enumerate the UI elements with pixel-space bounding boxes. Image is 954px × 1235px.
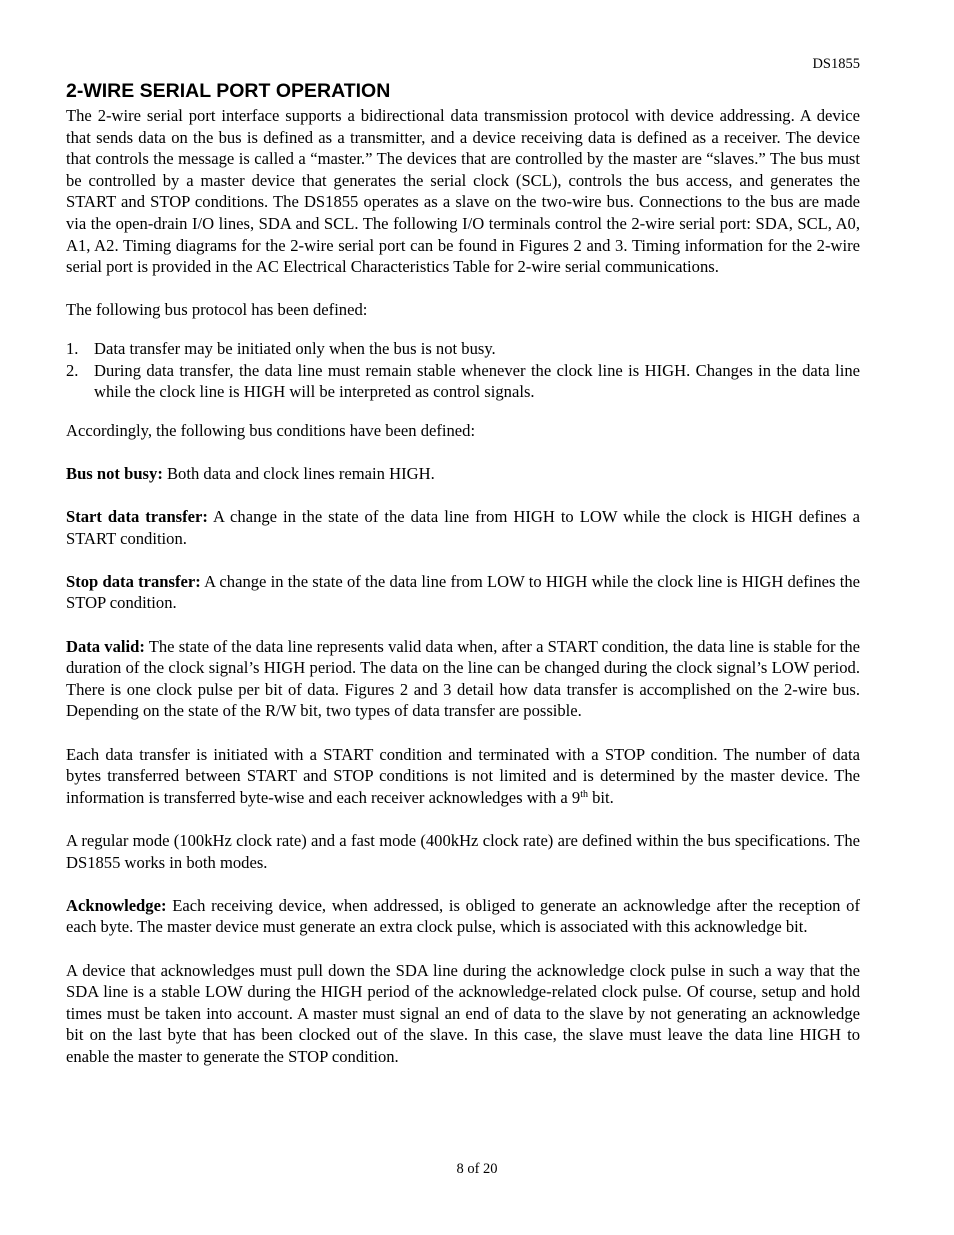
acknowledge-label: Acknowledge: — [66, 895, 167, 915]
page-number: 8 of 20 — [456, 1161, 498, 1177]
document-id: DS1855 — [812, 56, 860, 72]
document-body — [66, 105, 860, 1068]
each-transfer-paragraph — [66, 744, 860, 809]
list-item-number: 2. — [66, 360, 79, 380]
each-transfer-text: Each data transfer is initiated with a START condition and terminated with a STOP condition. The number of data bytes transferred between START and STOP conditions is not limited and is determined by the master device. The information is transferred byte-wise and each receiver acknowledges with a 9 — [66, 744, 860, 807]
intro-paragraph: The 2-wire serial port interface supports a bidirectional data transmission protocol with device addressing. A device that sends data on the bus is defined as a transmitter, and a device receiving data is defined as a receiver. The device that controls the message is called a “master.” The devices that are controlled by the master are “slaves.” The bus must be controlled by a master device that generates the serial clock (SCL), controls the bus access, and generates the START and STOP conditions. The DS1855 operates as a slave on the two-wire bus. Connections to the bus are made via the open-drain I/O lines, SDA and SCL. The following I/O terminals control the 2-wire serial port: SDA, SCL, A0, A1, A2. Timing diagrams for the 2-wire serial port can be found in Figures 2 and 3. Timing information for the 2-wire serial port is provided in the AC Electrical Characteristics Table for 2-wire serial communications. — [66, 106, 860, 277]
bus-not-busy-paragraph — [66, 463, 860, 485]
bus-not-busy-label: Bus not busy: — [66, 463, 163, 483]
acknowledge-paragraph — [66, 895, 860, 938]
list-item — [66, 338, 860, 360]
start-transfer-label: Start data transfer: — [66, 507, 208, 527]
protocol-list — [66, 338, 860, 403]
section-title: 2-WIRE SERIAL PORT OPERATION — [66, 80, 391, 102]
each-transfer-end: bit. — [587, 787, 614, 807]
conditions-intro-paragraph: Accordingly, the following bus conditions have been defined: — [66, 420, 476, 440]
stop-transfer-label: Stop data transfer: — [66, 571, 201, 591]
modes-paragraph: A regular mode (100kHz clock rate) and a fast mode (400kHz clock rate) are defined within the bus specifications. The DS1855 works in both modes. — [66, 831, 860, 872]
list-item — [66, 360, 860, 403]
start-transfer-text: A change in the state of the data line from HIGH to LOW while the clock is HIGH defines a START condition. — [66, 507, 860, 548]
acknowledge-device-paragraph: A device that acknowledges must pull down the SDA line during the acknowledge clock pulse in such a way that the SDA line is a stable LOW during the HIGH period of the acknowledge-related clock pulse. Of course, setup and hold times must be taken into account. A master must signal an end of data to the slave by not generating an acknowledge bit on the last byte that has been clocked out of the slave. In this case, the slave must leave the data line HIGH to enable the master to generate the STOP condition. — [66, 960, 860, 1066]
data-valid-text: The state of the data line represents valid data when, after a START condition, the data line is stable for the duration of the clock signal’s HIGH period. The data on the line can be changed during the clock signal’s LOW period. There is one clock pulse per bit of data. Figures 2 and 3 detail how data transfer is accomplished on the 2-wire bus. Depending on the state of the R/W bit, two types of data transfer are possible. — [66, 636, 860, 721]
protocol-intro-paragraph: The following bus protocol has been defined: — [66, 300, 368, 320]
data-valid-label: Data valid: — [66, 636, 145, 656]
acknowledge-text: Each receiving device, when addressed, is obliged to generate an acknowledge after the reception of each byte. The master device must generate an extra clock pulse, which is associated with this acknowledge bit. — [66, 895, 860, 937]
list-item-text: Data transfer may be initiated only when the bus is not busy. — [94, 338, 496, 358]
stop-transfer-paragraph — [66, 571, 860, 614]
list-item-text: During data transfer, the data line must remain stable whenever the clock line is HIGH. Changes in the data line while the clock line is HIGH will be interpreted as control signals. — [94, 360, 860, 402]
data-valid-paragraph — [66, 636, 860, 722]
bus-not-busy-text: Both data and clock lines remain HIGH. — [162, 463, 435, 483]
list-item-number: 1. — [66, 338, 79, 358]
stop-transfer-text: A change in the state of the data line from LOW to HIGH while the clock line is HIGH defines the STOP condition. — [66, 571, 860, 613]
ordinal-superscript: th — [580, 788, 588, 800]
start-transfer-paragraph — [66, 506, 860, 549]
